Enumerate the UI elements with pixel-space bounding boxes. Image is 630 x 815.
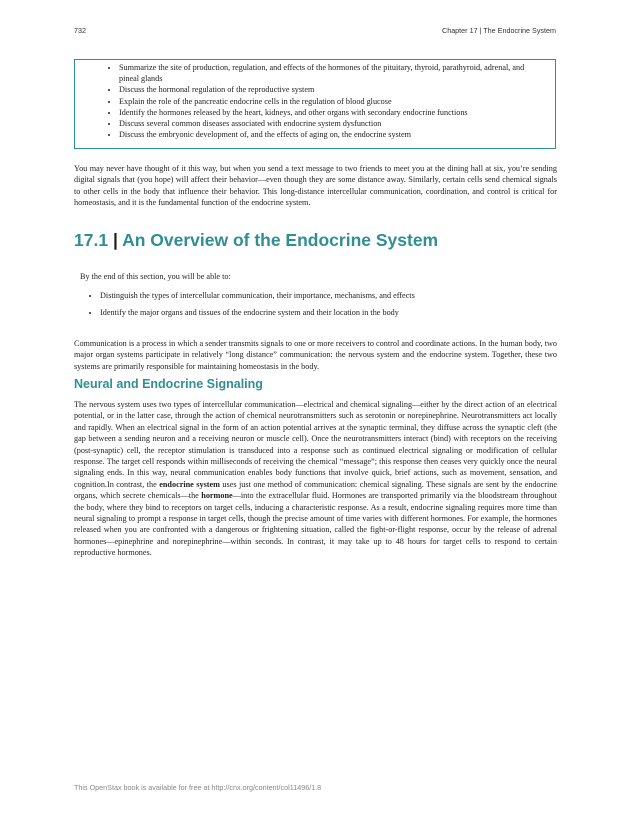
objective-item: • Identify the hormones released by the heart, kidneys, and other organs with secondary endocrine functions (119, 107, 541, 118)
section-separator: | (112, 230, 118, 250)
learning-objectives-list (80, 290, 570, 324)
communication-paragraph: Communication is a process in which a sender transmits signals to one or more receivers to control and coordinate actions. In the human body, two major organ systems participate in relatively “long distance” communication: the nervous system and the endocrine system. Together, these two systems are primarily responsible for maintaining homeostasis in the body. (74, 339, 557, 371)
key-term-hormone: hormone (201, 491, 233, 501)
subsection-title: Neural and Endocrine Signaling (74, 377, 263, 391)
paragraph-text: —into the extracellular fluid. Hormones are transported primarily via the bloodstream throughout the body, where they bind to receptors on target cells, inducing a characteristic response. As a result, endocrine signaling requires more time than neural signaling to prompt a response in target cells, though the precise amount of time varies with different hormones. For example, the hormones released when you are confronted with a dangerous or frightening situation, called the fight-or-flight response, occur by the release of adrenal hormones—epinephrine and norepinephrine—within seconds. In contrast, it may take up to 48 hours for target cells to respond to certain reproductive hormones. (74, 491, 557, 558)
section-number: 17.1 (74, 230, 109, 250)
intro-paragraph: You may never have thought of it this way, but when you send a text message to two friends to meet you at the dining hall at six, you’re sending digital signals that (you hope) will affect their behavior—even though they are some distance away. Similarly, certain cells send chemical signals to other cells in the body that influence their behavior. This long-distance intercellular communication, coordination, and control is critical for homeostasis, and it is the fundamental function of the endocrine system. (74, 164, 557, 208)
learning-objectives-intro: By the end of this section, you will be able to: (80, 272, 231, 281)
learning-objective-item: • Distinguish the types of intercellular communication, their importance, mechanisms, and effects (100, 290, 570, 301)
paragraph-text: The nervous system uses two types of intercellular communication—electrical and chemical signaling—either by the direct action of an electrical potential, or in the latter case, through the action of chemical neurotransmitters such as serotonin or norepinephrine. Neurotransmitters act locally and rapidly. When an electrical signal in the form of an action potential arrives at the synaptic terminal, they diffuse across the synaptic cleft (the gap between a sending neuron and a receiving neuron or muscle cell). Once the neurotransmitters interact (bind) with receptors on the receiving (post-synaptic) cell, the receptor stimulation is transduced into a response such as continued electrical signaling or modification of cellular response. The target cell responds within milliseconds of receiving the chemical “message”; this response then ceases very quickly once the neural signaling ends. In this way, neural communication enables body functions that involve quick, brief actions, such as movement, sensation, and cognition.In contrast, the (74, 400, 557, 489)
objectives-list (75, 60, 555, 140)
learning-objective-item: • Identify the major organs and tissues of the endocrine system and their location in the body (100, 307, 570, 318)
objective-item: • Summarize the site of production, regulation, and effects of the hormones of the pituitary, thyroid, parathyroid, adrenal, and pineal glands (119, 62, 541, 84)
objective-item: • Explain the role of the pancreatic endocrine cells in the regulation of blood glucose (119, 96, 541, 107)
neural-endocrine-paragraph (74, 399, 557, 559)
objective-item: • Discuss the embryonic development of, and the effects of aging on, the endocrine system (119, 129, 541, 140)
objective-item: • Discuss the hormonal regulation of the reproductive system (119, 84, 541, 95)
paragraph-text: uses just one method of communication: chemical signaling. These signals are sent by the endocrine organs, which secrete chemicals—the (74, 479, 557, 501)
section-title (74, 230, 438, 251)
chapter-objectives-box (74, 59, 556, 149)
section-title-text: An Overview of the Endocrine System (122, 230, 439, 250)
page-number: 732 (74, 26, 86, 35)
objective-item: • Discuss several common diseases associated with endocrine system dysfunction (119, 118, 541, 129)
footer-attribution: This OpenStax book is available for free at http://cnx.org/content/col11496/1.8 (74, 783, 322, 792)
key-term-endocrine-system: endocrine system (159, 479, 220, 489)
chapter-header: Chapter 17 | The Endocrine System (442, 26, 556, 35)
